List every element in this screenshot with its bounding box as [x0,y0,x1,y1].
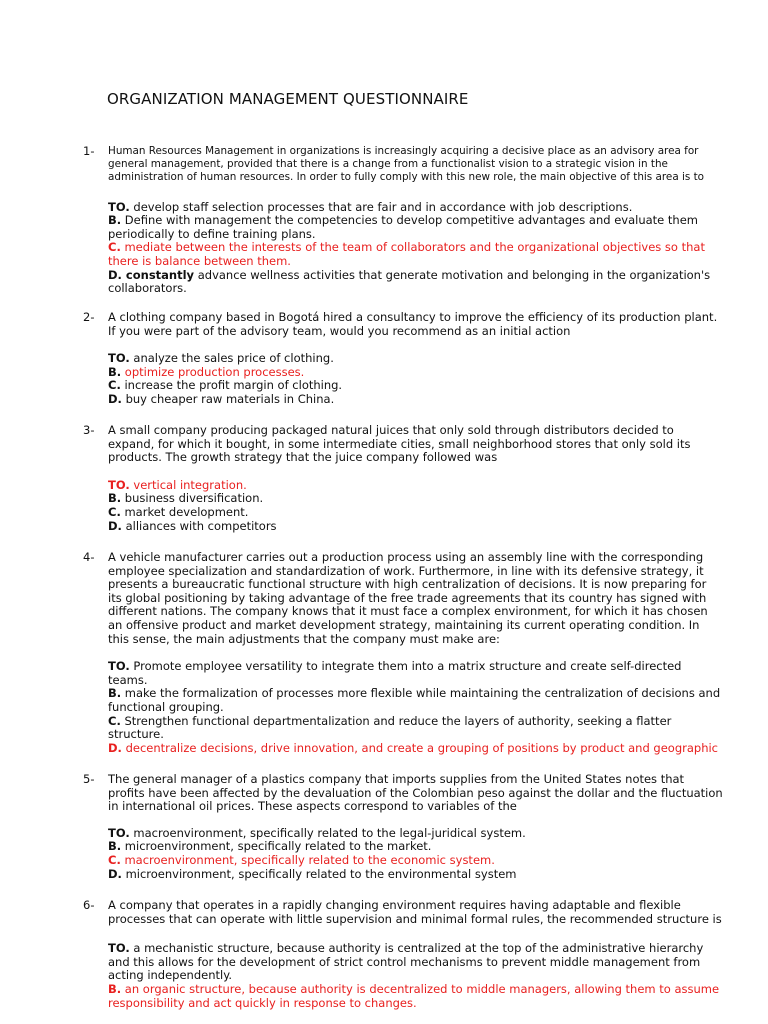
option-a: TO. a mechanistic structure, because authority is centralized at the top of the administrative hierarchy and this allows for the development of strict control mechanisms to prevent middle management from acting independently. [108,941,704,983]
option-a: TO. Promote employee versatility to integrate them into a matrix structure and create self-directed teams. [108,659,682,687]
option-c: C. increase the profit margin of clothing. [108,378,343,393]
question-text: A company that operates in a rapidly changing environment requires having adaptable and flexible processes that can operate with little supervision and minimal formal rules, the recommended structure is [108,898,722,926]
question-2 [83,311,723,407]
question-1 [83,145,723,296]
option-a: TO. develop staff selection processes that are fair and in accordance with job descriptions. [108,199,633,214]
question-text: Human Resources Management in organizations is increasingly acquiring a decisive place as an advisory area for general management, provided that there is a change from a functionalist vision to a strategic vision in the administration of human resources. In order to fully comply with this new role, the main objective of this area is to [108,145,705,184]
option-a-correct: TO. vertical integration. [108,477,247,492]
option-b: B. Define with management the competencies to develop competitive advantages and evaluate them periodically to define training plans. [108,213,698,241]
option-a: TO. macroenvironment, specifically related to the legal-juridical system. [108,825,526,840]
question-number: 4- [83,550,95,564]
question-number: 1- [83,144,95,158]
options-list [108,827,723,881]
option-c-correct: C. macroenvironment, specifically related to the economic system. [108,852,495,867]
question-text: A clothing company based in Bogotá hired a consultancy to improve the efficiency of its production plant. If you were part of the advisory team, would you recommend as an initial action [108,310,718,338]
question-number: 5- [83,772,95,786]
option-b-correct: B. optimize production processes. [108,364,305,379]
option-d-correct: D. decentralize decisions, drive innovation, and create a grouping of positions by product and geographic [108,740,719,755]
question-text: A vehicle manufacturer carries out a production process using an assembly line with the corresponding employee specialization and standardization of work. Furthermore, in line with its defensive strategy, it presents a bureaucratic functional structure with high centralization of decisions. It is now preparing for its global positioning by taking advantage of the free trade agreements that its country has signed with different nations. The company knows that it must face a complex environment, for which it has chosen an offensive product and market development strategy, maintaining its current operating condition. In this sense, the main adjustments that the company must make are: [108,550,708,646]
page-title: ORGANIZATION MANAGEMENT QUESTIONNAIRE [107,90,469,108]
question-number: 6- [83,898,95,912]
option-c: C. market development. [108,504,249,519]
options-list [108,479,723,533]
options-list [108,942,723,1010]
question-number: 2- [83,310,95,324]
question-number: 3- [83,423,95,437]
options-list [108,352,723,406]
question-4 [83,551,723,755]
question-text: A small company producing packaged natural juices that only sold through distributors decided to expand, for which it bought, in some intermediate cities, small neighborhood stores that only sold its products. The growth strategy that the juice company followed was [108,423,691,465]
option-c-correct: C. mediate between the interests of the team of collaborators and the organizational objectives so that there is balance between them. [108,240,705,268]
question-5 [83,773,723,881]
question-6 [83,899,723,1010]
option-d: D. alliances with competitors [108,518,277,533]
question-3 [83,424,723,533]
option-b-correct: B. an organic structure, because authority is decentralized to middle managers, allowing them to assume responsibility and act quickly in response to changes. [108,981,720,1010]
option-a: TO. analyze the sales price of clothing. [108,351,334,366]
option-b: B. business diversification. [108,491,264,506]
option-d: D. constantly advance wellness activities that generate motivation and belonging in the organization's collaborators. [108,267,711,296]
option-b: B. microenvironment, specifically related to the market. [108,839,432,854]
option-d: D. microenvironment, specifically related to the environmental system [108,866,517,881]
question-text: The general manager of a plastics company that imports supplies from the United States notes that profits have been affected by the devaluation of the Colombian peso against the dollar and the fluctuation in international oil prices. These aspects correspond to variables of the [108,772,723,814]
options-list [108,201,723,296]
option-b: B. make the formalization of processes more flexible while maintaining the centralization of decisions and functional grouping. [108,686,721,714]
option-d: D. buy cheaper raw materials in China. [108,391,335,406]
option-c: C. Strengthen functional departmentalization and reduce the layers of authority, seeking a flatter structure. [108,713,672,742]
options-list [108,660,723,755]
